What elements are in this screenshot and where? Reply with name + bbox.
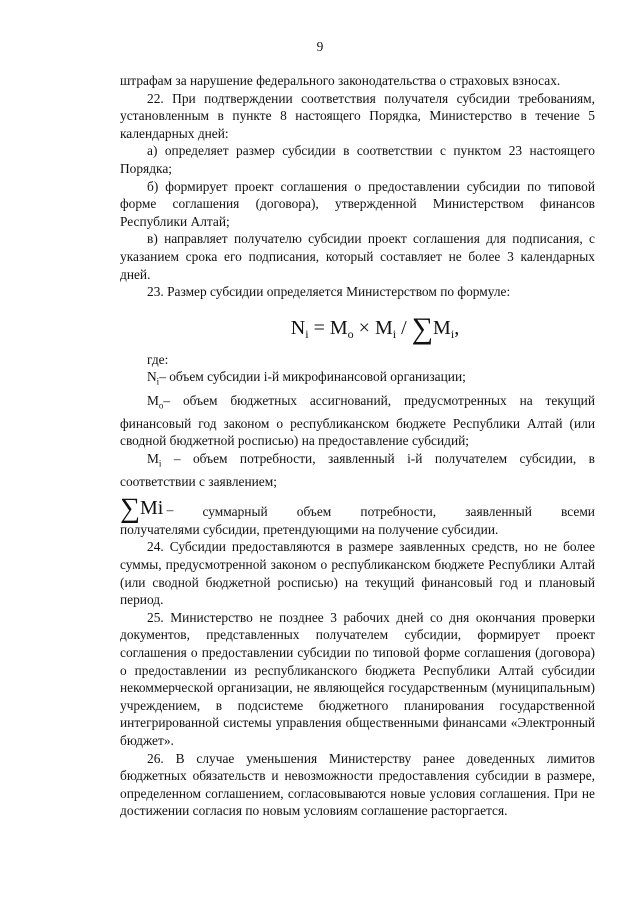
sum-dash: – (163, 501, 174, 517)
formula-mo-sub: o (347, 326, 354, 341)
def-mo-subscript: o (158, 400, 164, 411)
paragraph-22b: б) формирует проект соглашения о предоставлении субсидии по типовой форме соглашения (договора), утвержденной Министерством финансов Республики Алтай; (120, 178, 595, 229)
subsidy-formula (120, 305, 595, 351)
sum-continuation: получателями субсидии, претендующими на получение субсидии. (120, 521, 499, 537)
paragraph-25: 25. Министерство не позднее 3 рабочих дней со дня окончания проверки документов, представленных получателем субсидии, формирует проект соглашения о предоставлении субсидии по типовой форме соглашения (договора) о предоставлении из республиканского бюджета Республики Алтай субсидии некоммерческой организации, не являющейся государственным (муниципальным) учреждением, в подсистеме бюджетного планирования государственной интегрированной системы управления общественными финансами «Электронный бюджет». (120, 609, 595, 749)
sigma-sum-icon: ∑ (120, 492, 140, 524)
formula-msum-sub: i (450, 326, 455, 341)
formula-mo: M (329, 316, 348, 339)
paragraph-23: 23. Размер субсидии определяется Министерством по формуле: (147, 284, 511, 300)
sum-word: объем (296, 504, 332, 520)
sigma-symbol: ∑ (411, 311, 434, 345)
def-mi-subscript: i (158, 458, 162, 469)
formula-comma: , (454, 316, 460, 339)
paragraph-26: 26. В случае уменьшения Министерству ранее доведенных лимитов бюджетных обязательств и невозможности предоставления субсидии в размере, определенном соглашением, согласовываются новые условия соглашения. При не достижении согласия по новым условиям соглашение расторгается. (120, 750, 595, 819)
sum-symbol (120, 492, 174, 524)
def-mi-text: – объем потребности, заявленный i-й получателем субсидии, в соответствии с заявлением; (120, 451, 595, 490)
sum-word: суммарный (202, 504, 268, 520)
def-mo-text: – объем бюджетных ассигнований, предусмотренных на текущий финансовый год законом о республиканском бюджете Республики Алтай (или сводной бюджетной росписью) на предоставление субсидий; (120, 392, 595, 449)
page-number: 9 (316, 39, 324, 54)
document-body (120, 72, 595, 820)
formula-mi-sub: i (392, 326, 397, 341)
definition-mi (120, 450, 595, 491)
sum-word: потребности, (360, 504, 437, 520)
formula-msum: M (433, 316, 451, 339)
paragraph-24: 24. Субсидии предоставляются в размере заявленных средств, но не более суммы, предусмотренной законом о республиканском бюджете Республики Алтай (или сводной бюджетной росписью) на текущий финансовый год и плановый период. (120, 539, 595, 608)
formula-n: N (290, 316, 306, 339)
formula-mi: M (374, 316, 393, 339)
sum-definition-line (120, 492, 595, 524)
sum-word: заявленный (465, 504, 532, 520)
definition-n (120, 368, 595, 391)
def-n-subscript: i (156, 376, 160, 387)
def-n-symbol: N (147, 369, 157, 385)
paragraph-22a: а) определяет размер субсидии в соответствии с пунктом 23 настоящего Порядка; (120, 143, 595, 176)
definition-mo (120, 392, 595, 450)
where-label: где: (147, 351, 169, 367)
formula-slash: / (396, 316, 412, 339)
def-mo-symbol: M (147, 392, 159, 408)
def-mi-symbol: M (147, 451, 159, 467)
formula-times: × (353, 316, 375, 339)
formula-eq: = (308, 316, 330, 339)
formula-n-sub: i (305, 326, 309, 341)
intro-paragraph: штрафам за нарушение федерального законодательства о страховых взносах. (120, 73, 561, 88)
paragraph-22: 22. При подтверждении соответствия получателя субсидии требованиям, установленным в пункте 8 настоящего Порядка, Министерство в течение 5 календарных дней: (120, 90, 595, 141)
def-n-text: – объем субсидии i-й микрофинансовой организации; (159, 369, 466, 385)
sum-label: Mi (139, 496, 164, 519)
sum-word: всеми (561, 504, 595, 520)
paragraph-22c: в) направляет получателю субсидии проект соглашения для подписания, с указанием срока его подписания, который составляет не более 3 календарных дней. (120, 231, 595, 282)
